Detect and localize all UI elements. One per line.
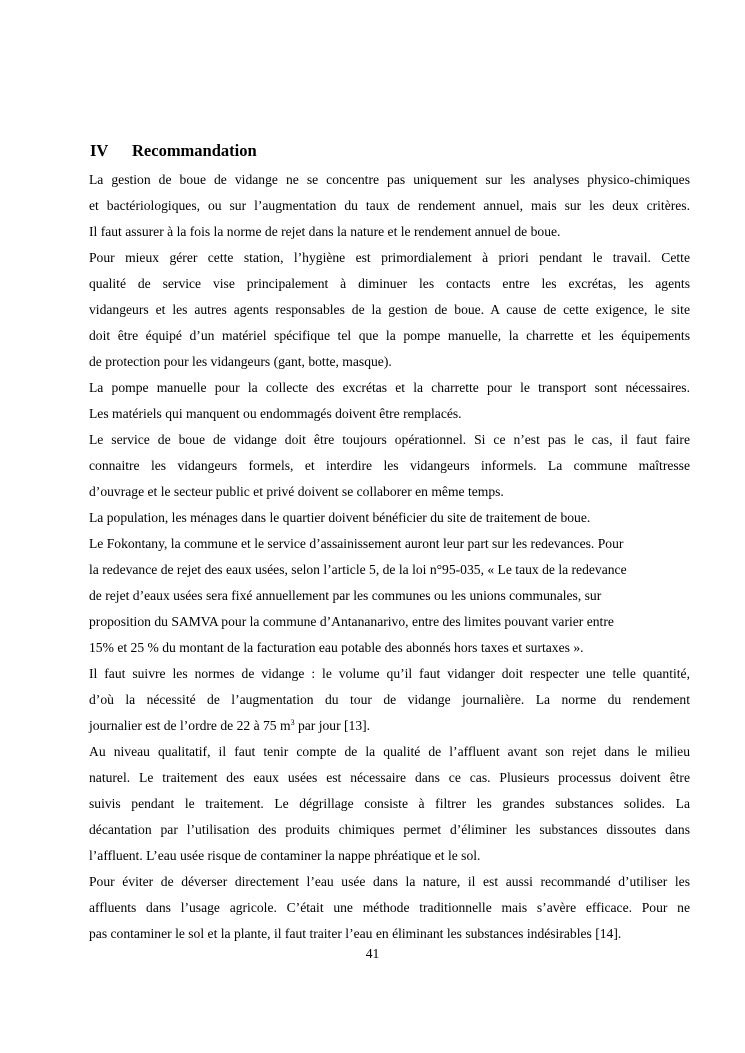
page-number: 41	[365, 946, 380, 961]
body-text	[89, 167, 690, 947]
text-line: La population, les ménages dans le quartier doivent bénéficier du site de traitement de boue.	[89, 510, 591, 525]
text-line: connaitre les vidangeurs formels, et interdire les vidangeurs informels. La commune maîtresse	[89, 458, 690, 473]
text-line: 15% et 25 % du montant de la facturation eau potable des abonnés hors taxes et surtaxes ».	[89, 640, 584, 655]
text-line: La gestion de boue de vidange ne se concentre pas uniquement sur les analyses physico-chimiques	[89, 172, 690, 187]
text-line: Les matériels qui manquent ou endommagés doivent être remplacés.	[89, 406, 462, 421]
text-line: vidangeurs et les autres agents responsables de la gestion de boue. A cause de cette exigence, le site	[89, 302, 690, 317]
text-line: de rejet d’eaux usées sera fixé annuellement par les communes ou les unions communales, sur	[89, 588, 602, 603]
text-line: suivis pendant le traitement. Le dégrillage consiste à filtrer les grandes substances solides. La	[89, 796, 690, 811]
text-line: Il faut suivre les normes de vidange : le volume qu’il faut vidanger doit respecter une telle quantité,	[89, 666, 690, 681]
text-line: de protection pour les vidangeurs (gant, botte, masque).	[89, 354, 392, 369]
text-line: Le service de boue de vidange doit être toujours opérationnel. Si ce n’est pas le cas, il faut faire	[89, 432, 690, 447]
text-line: d’où la nécessité de l’augmentation du tour de vidange journalière. La norme du rendement	[89, 692, 690, 707]
text-line: Pour mieux gérer cette station, l’hygiène est primordialement à priori pendant le travail. Cette	[89, 250, 690, 265]
text-line: et bactériologiques, ou sur l’augmentation du taux de rendement annuel, mais sur les deux critères.	[89, 198, 690, 213]
section-number: IV	[90, 141, 109, 160]
text-line: la redevance de rejet des eaux usées, selon l’article 5, de la loi n°95-035, « Le taux de la redevance	[89, 562, 627, 577]
text-line: d’ouvrage et le secteur public et privé doivent se collaborer en même temps.	[89, 484, 504, 499]
text-line: Le Fokontany, la commune et le service d’assainissement auront leur part sur les redevances. Pour	[89, 536, 624, 551]
text-line: Pour éviter de déverser directement l’eau usée dans la nature, il est aussi recommandé d’utiliser les	[89, 874, 690, 889]
superscript: 3	[290, 718, 295, 727]
text-line: doit être équipé d’un matériel spécifique tel que la pompe manuelle, la charrette et les équipements	[89, 328, 690, 343]
text-line: l’affluent. L’eau usée risque de contaminer la nappe phréatique et le sol.	[89, 848, 481, 863]
text-line: naturel. Le traitement des eaux usées est nécessaire dans ce cas. Plusieurs processus doivent être	[89, 770, 690, 785]
text-line: Au niveau qualitatif, il faut tenir compte de la qualité de l’affluent avant son rejet dans le milieu	[89, 744, 690, 759]
section-heading	[90, 140, 257, 162]
text-line: La pompe manuelle pour la collecte des excrétas et la charrette pour le transport sont nécessaires.	[89, 380, 690, 395]
section-title: Recommandation	[132, 141, 257, 160]
text-line: décantation par l’utilisation des produits chimiques permet d’éliminer les substances dissoutes dans	[89, 822, 690, 837]
text-line: proposition du SAMVA pour la commune d’Antananarivo, entre des limites pouvant varier entre	[89, 614, 614, 629]
text-line-with-superscript	[89, 713, 690, 739]
text-line: affluents dans l’usage agricole. C’était une méthode traditionnelle mais s’avère efficace. Pour ne	[89, 900, 690, 915]
text-segment: journalier est de l’ordre de 22 à 75 m	[89, 718, 291, 733]
text-line: qualité de service vise principalement à diminuer les contacts entre les excrétas, les agents	[89, 276, 690, 291]
text-line: pas contaminer le sol et la plante, il faut traiter l’eau en éliminant les substances indésirables [14].	[89, 926, 622, 941]
text-segment: par jour [13].	[294, 718, 371, 733]
text-line: Il faut assurer à la fois la norme de rejet dans la nature et le rendement annuel de boue.	[89, 224, 561, 239]
